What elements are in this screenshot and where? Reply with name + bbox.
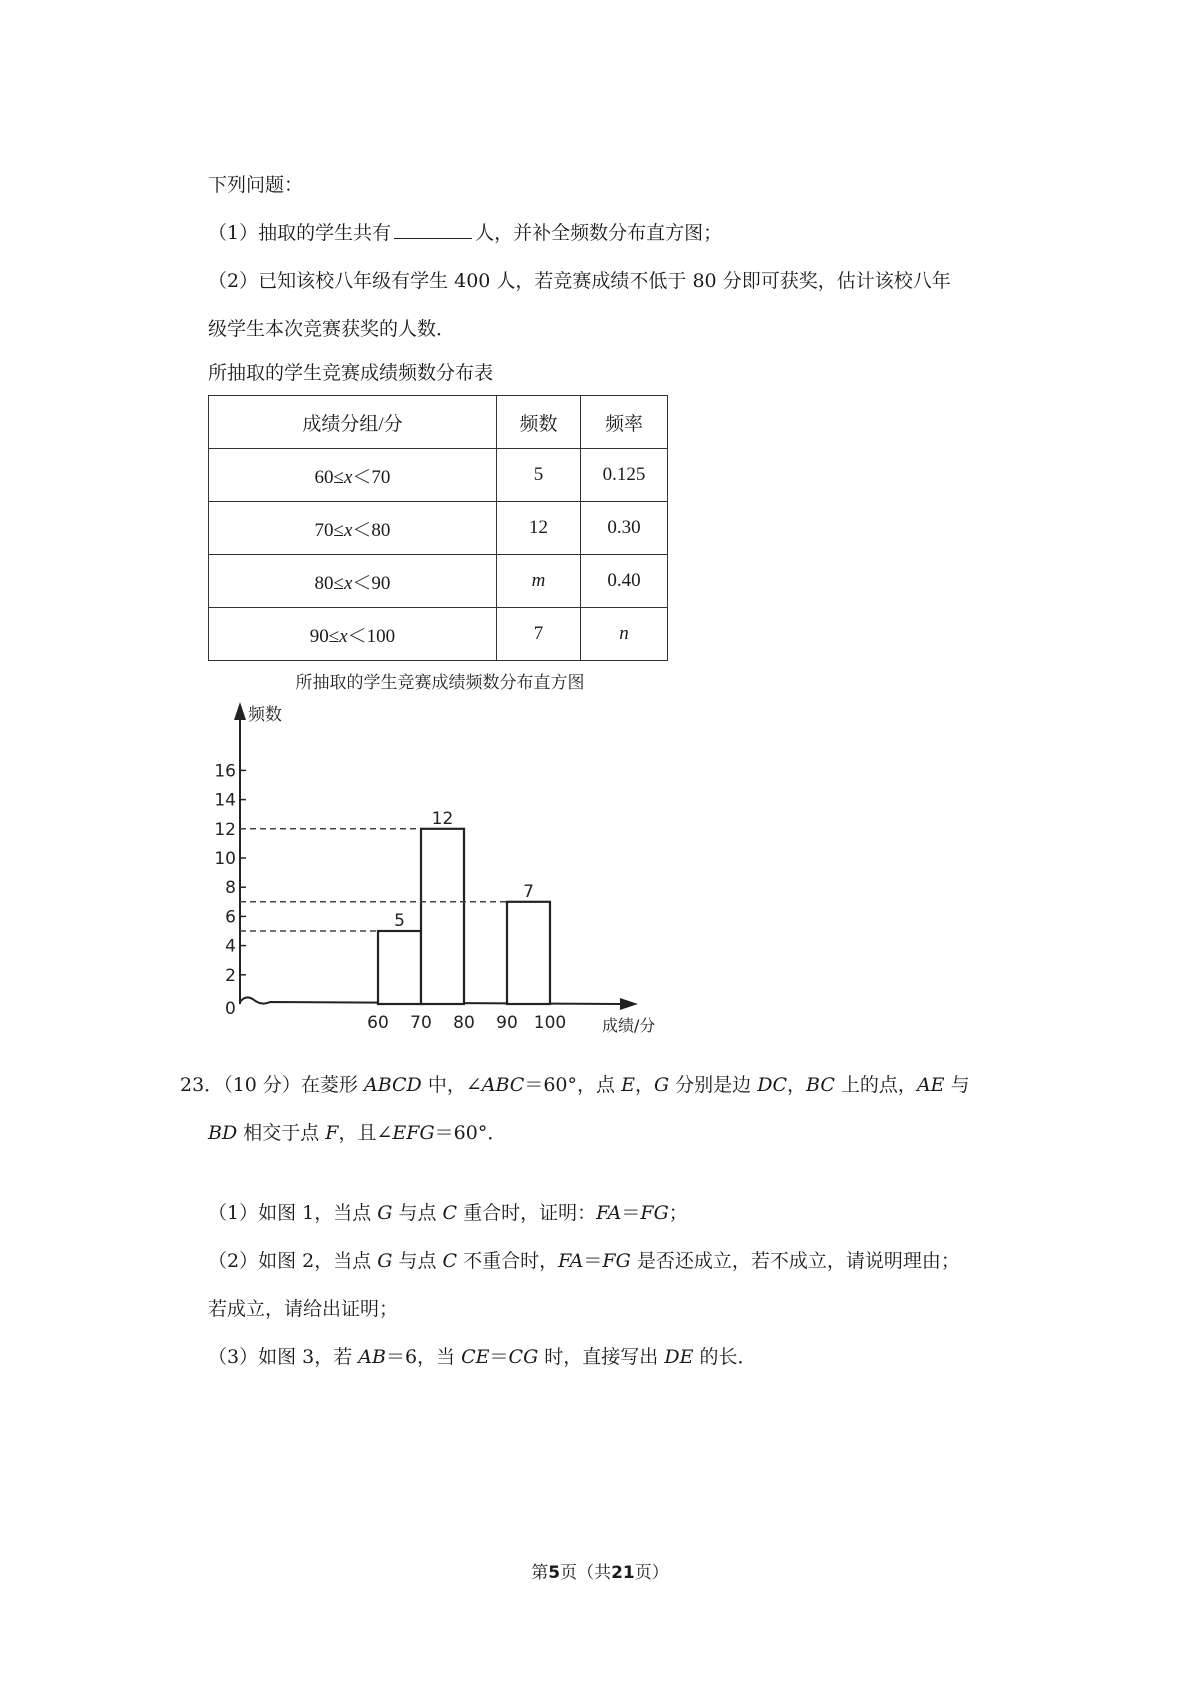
header-rate: 频率: [581, 396, 668, 449]
frequency-table: [208, 395, 668, 661]
group-cell: 70≤x＜80: [209, 502, 497, 555]
y-tick-label: 2: [225, 965, 236, 986]
histogram-bar: [507, 902, 550, 1004]
x-tick-label: 70: [410, 1013, 432, 1033]
x-tick-label: 80: [453, 1013, 475, 1033]
q23-part1: （1）如图 1，当点 G 与点 C 重合时，证明：FA＝FG；: [208, 1202, 688, 1224]
q23-part2: （2）如图 2，当点 G 与点 C 不重合时，FA＝FG 是否还成立，若不成立，请说明理由；: [208, 1250, 960, 1272]
q1-answer-blank: [394, 220, 472, 239]
y-axis-label: 频数: [248, 705, 282, 725]
histogram-bar: [378, 931, 421, 1004]
question-2-line2: 级学生本次竞赛获奖的人数．: [208, 318, 456, 340]
group-cell: 60≤x＜70: [209, 449, 497, 502]
rate-cell: n: [581, 608, 668, 661]
y-tick-label: 16: [214, 761, 236, 782]
q23-line2: BD 相交于点 F，且∠EFG＝60°．: [208, 1122, 507, 1144]
rate-cell: 0.125: [581, 449, 668, 502]
page-footer: 第5页（共21页）: [531, 1563, 669, 1583]
header-frequency: 频数: [497, 396, 581, 449]
group-cell: 80≤x＜90: [209, 555, 497, 608]
x-tick-label: 60: [367, 1013, 389, 1033]
y-tick-label: 6: [225, 907, 236, 928]
table-row: [209, 449, 668, 502]
rate-cell: 0.40: [581, 555, 668, 608]
y-tick-label: 8: [225, 878, 236, 899]
frequency-cell: 7: [497, 608, 581, 661]
y-axis-arrow: [234, 702, 246, 720]
x-axis-label: 成绩/分: [602, 1016, 656, 1035]
x-axis-arrow: [620, 998, 638, 1010]
histogram-bar: [421, 829, 464, 1004]
q1-text-pre: 抽取的学生共有: [258, 222, 392, 244]
y-tick-label: 4: [225, 936, 236, 957]
bar-value-label: 5: [394, 911, 405, 931]
frequency-cell: m: [497, 555, 581, 608]
chart-title: 所抽取的学生竞赛成绩频数分布直方图: [295, 673, 585, 693]
q23-part3: （3）如图 3，若 AB＝6，当 CE＝CG 时，直接写出 DE 的长．: [208, 1346, 757, 1368]
x-tick-label: 100: [533, 1013, 567, 1033]
y-tick-label: 14: [214, 790, 236, 811]
header-group: 成绩分组/分: [209, 396, 497, 449]
q23-line1: 23．（10 分）在菱形 ABCD 中，∠ABC＝60°，点 E，G 分别是边 DC，BC 上的点，AE 与: [180, 1074, 970, 1096]
bar-value-label: 7: [523, 881, 534, 902]
table-row: [209, 608, 668, 661]
q23-part2-cont: 若成立，请给出证明；: [208, 1298, 399, 1320]
histogram-chart: [205, 672, 675, 1037]
frequency-cell: 5: [497, 449, 581, 502]
x-tick-label: 90: [496, 1013, 518, 1033]
table-header-row: [209, 396, 668, 449]
intro-text: 下列问题：: [208, 174, 304, 196]
bar-value-label: 12: [431, 808, 454, 829]
y-tick-label: 12: [214, 819, 236, 840]
question-1: [208, 220, 722, 246]
origin-label: 0: [225, 999, 236, 1019]
frequency-cell: 12: [497, 502, 581, 555]
group-cell: 90≤x＜100: [209, 608, 497, 661]
rate-cell: 0.30: [581, 502, 668, 555]
table-row: [209, 555, 668, 608]
table-caption: 所抽取的学生竞赛成绩频数分布表: [208, 362, 494, 384]
q1-text-post: 人，并补全频数分布直方图；: [475, 222, 723, 244]
question-2-line1: （2）已知该校八年级有学生 400 人，若竞赛成绩不低于 80 分即可获奖，估计该校八年: [208, 270, 951, 292]
y-tick-label: 10: [214, 849, 236, 869]
table-row: [209, 502, 668, 555]
q1-number: （1）: [208, 222, 259, 244]
